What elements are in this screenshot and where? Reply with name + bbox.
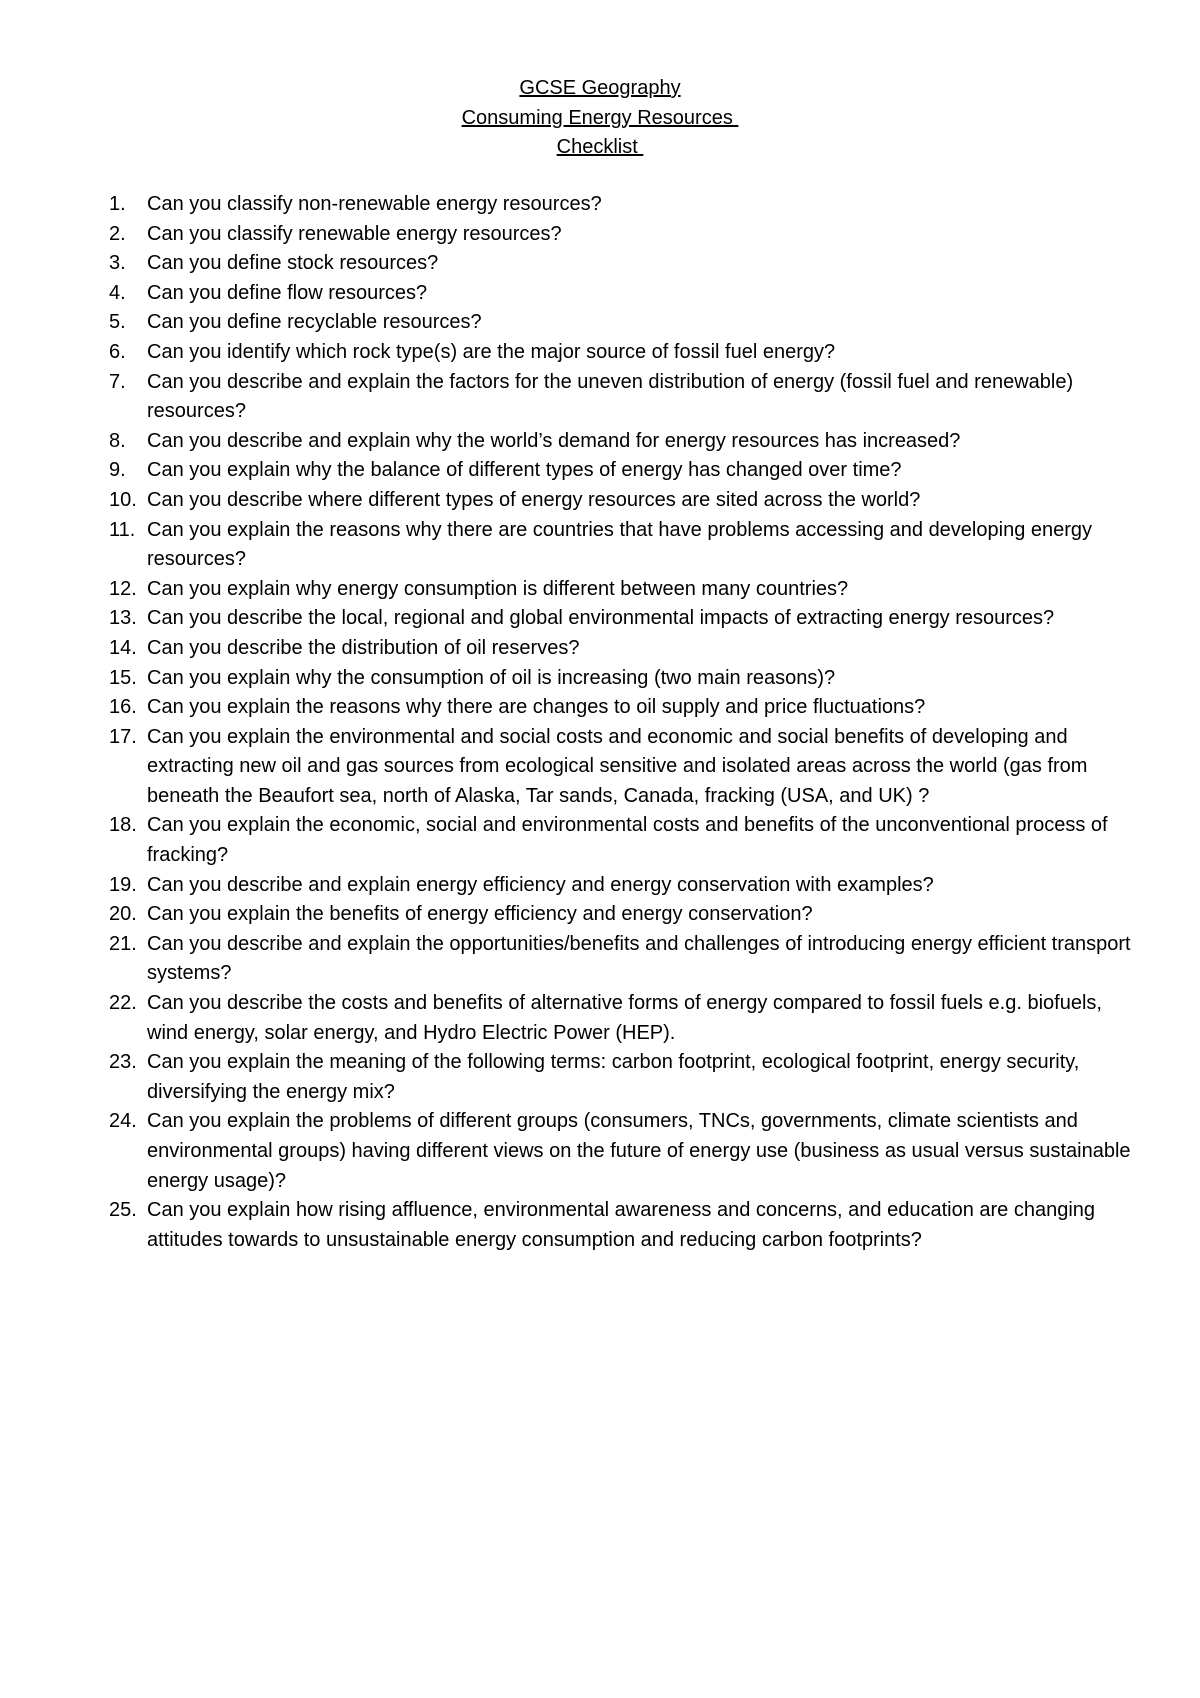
checklist-item-number: 4. [109,281,126,304]
checklist-item [109,693,1139,723]
checklist-item [109,220,1139,250]
checklist-item-number: 9. [109,459,126,482]
checklist-item-number: 20. [109,903,137,926]
checklist-item-text: Can you describe the local, regional and global environmental impacts of extracting energy resources? [147,607,1055,630]
checklist-item-number: 12. [109,577,137,600]
checklist-item [109,1107,1139,1196]
checklist-item-text: Can you explain the reasons why there are changes to oil supply and price fluctuations? [147,696,926,719]
checklist-item-text: Can you explain the meaning of the following terms: carbon footprint, ecological footprint, energy security, diversifying the energy mix? [147,1051,1080,1103]
checklist-item-number: 15. [109,666,137,689]
checklist-item-number: 10. [109,488,137,511]
checklist-item [109,664,1139,694]
checklist-item [109,930,1139,989]
checklist-item [109,368,1139,427]
checklist-item-number: 23. [109,1051,137,1074]
checklist-item-number: 21. [109,932,137,955]
checklist-item [109,575,1139,605]
checklist-item-number: 7. [109,370,126,393]
checklist-item-number: 5. [109,311,126,334]
checklist-item-text: Can you explain why the consumption of oil is increasing (two main reasons)? [147,666,836,689]
checklist-item-number: 8. [109,429,126,452]
checklist-item-number: 17. [109,725,137,748]
checklist-item-text: Can you define recyclable resources? [147,311,482,334]
checklist-item [109,604,1139,634]
checklist-item-text: Can you describe and explain the opportunities/benefits and challenges of introducing energy efficient transport systems? [147,932,1131,985]
checklist-item [109,279,1139,309]
checklist-item-text: Can you describe and explain why the world’s demand for energy resources has increased? [147,429,961,452]
checklist-item-text: Can you explain the environmental and social costs and economic and social benefits of developing and extracting new oil and gas sources from ecological sensitive and isolated areas across the world (gas from beneath the Beaufort sea, north of Alaska, Tar sands, Canada, fracking (USA, and UK) ? [147,725,1088,807]
checklist-item-number: 2. [109,222,126,245]
checklist-item [109,516,1139,575]
checklist-item-number: 25. [109,1199,137,1222]
checklist-item-text: Can you explain the reasons why there are countries that have problems accessing and developing energy resources? [147,518,1093,571]
checklist-item-number: 19. [109,873,137,896]
checklist-item [109,249,1139,279]
checklist-item-text: Can you identify which rock type(s) are the major source of fossil fuel energy? [147,340,836,363]
checklist-item-number: 24. [109,1110,137,1133]
checklist-item [109,634,1139,664]
checklist-item-text: Can you describe and explain the factors for the uneven distribution of energy (fossil fuel and renewable) resources? [147,370,1074,423]
checklist-item [109,723,1139,812]
checklist-item [109,427,1139,457]
checklist-item-text: Can you describe where different types of energy resources are sited across the world? [147,488,921,511]
checklist-item [109,989,1139,1048]
topic-title: Consuming Energy Resources [461,106,739,129]
checklist-item-text: Can you describe the costs and benefits of alternative forms of energy compared to fossil fuels e.g. biofuels, wind energy, solar energy, and Hydro Electric Power (HEP). [147,992,1102,1044]
checklist-item [109,308,1139,338]
checklist-item-text: Can you explain the economic, social and environmental costs and benefits of the unconventional process of fracking? [147,814,1108,867]
checklist-item-text: Can you describe the distribution of oil reserves? [147,636,580,659]
checklist-item [109,900,1139,930]
checklist-item-text: Can you explain why the balance of different types of energy has changed over time? [147,459,902,482]
checklist-item-number: 6. [109,340,126,363]
checklist-item-text: Can you explain the problems of different groups (consumers, TNCs, governments, climate scientists and environmental groups) having different views on the future of energy use (business as usual versus sustainable energy usage)? [147,1110,1131,1192]
checklist-item [109,871,1139,901]
checklist-item-text: Can you classify renewable energy resources? [147,222,562,245]
checklist-item-text: Can you define flow resources? [147,281,428,304]
checklist-item-text: Can you explain the benefits of energy efficiency and energy conservation? [147,903,813,926]
checklist-item [109,811,1139,870]
checklist-item-number: 14. [109,636,137,659]
checklist-item-number: 18. [109,814,137,837]
checklist-item [109,486,1139,516]
checklist-item [109,190,1139,220]
checklist-item [109,1196,1139,1255]
checklist [109,190,1139,1255]
checklist-item-number: 3. [109,252,126,275]
checklist-item-number: 1. [109,193,126,215]
checklist-item-number: 13. [109,607,137,630]
checklist-item [109,1048,1139,1107]
document-header [0,74,1200,163]
checklist-item-number: 16. [109,696,137,719]
checklist-item [109,338,1139,368]
checklist-item-number: 11. [109,518,136,541]
checklist-item-text: Can you explain why energy consumption is different between many countries? [147,577,849,600]
checklist-item-text: Can you classify non-renewable energy resources? [147,193,602,215]
checklist-item-text: Can you explain how rising affluence, environmental awareness and concerns, and education are changing attitudes towards to unsustainable energy consumption and reducing carbon footprints? [147,1199,1096,1251]
checklist-item-text: Can you describe and explain energy efficiency and energy conservation with examples? [147,873,934,896]
checklist-item-text: Can you define stock resources? [147,252,439,275]
subject-title: GCSE Geography [519,77,681,99]
checklist-item [109,456,1139,486]
document-type-title: Checklist [556,136,644,158]
checklist-item-number: 22. [109,992,137,1015]
